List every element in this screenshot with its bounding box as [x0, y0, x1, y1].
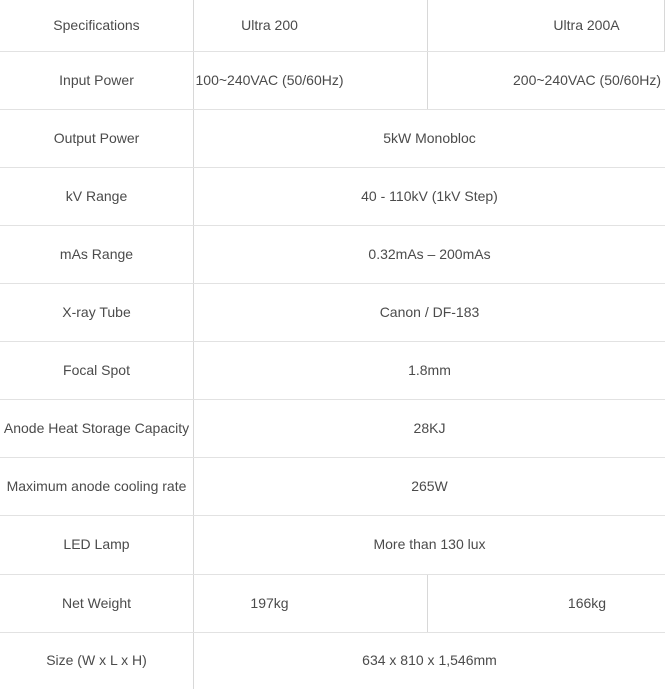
- table-row-kv-range: [0, 168, 665, 226]
- table-row-mas-range: [0, 226, 665, 284]
- spec-label: Maximum anode cooling rate: [0, 458, 194, 515]
- spec-value-shared: 28KJ: [413, 419, 446, 436]
- table-row-focal-spot: [0, 342, 665, 400]
- spec-label: Net Weight: [0, 575, 194, 632]
- table-row-led-lamp: [0, 516, 665, 575]
- spec-value-ultra200: 100~240VAC (50/60Hz): [194, 52, 428, 109]
- table-row-net-weight: [0, 575, 665, 633]
- spec-label: Focal Spot: [0, 342, 194, 399]
- spec-label: mAs Range: [0, 226, 194, 283]
- spec-label: Size (W x L x H): [0, 633, 194, 689]
- spec-label: Output Power: [0, 110, 194, 167]
- table-row-anode-cooling-rate: [0, 458, 665, 516]
- table-row-input-power: [0, 52, 665, 110]
- spec-value-shared: 634 x 810 x 1,546mm: [362, 652, 497, 669]
- table-row-xray-tube: [0, 284, 665, 342]
- header-model-ultra200: Ultra 200: [194, 0, 428, 51]
- spec-value-ultra200: 197kg: [194, 575, 428, 632]
- spec-label: LED Lamp: [0, 516, 194, 574]
- spec-value-ultra200a: 166kg: [567, 594, 607, 611]
- spec-label: X-ray Tube: [0, 284, 194, 341]
- table-header-row: [0, 0, 665, 52]
- spec-value-shared: 40 - 110kV (1kV Step): [361, 187, 498, 204]
- spec-label: kV Range: [0, 168, 194, 225]
- spec-value-shared: 0.32mAs – 200mAs: [368, 245, 491, 262]
- spec-value-shared: More than 130 lux: [373, 536, 486, 553]
- spec-label: Anode Heat Storage Capacity: [0, 400, 194, 457]
- table-row-size: [0, 633, 665, 689]
- header-model-ultra200a: Ultra 200A: [428, 0, 665, 51]
- spec-value-shared: 265W: [411, 477, 448, 494]
- spec-value-ultra200a: 200~240VAC (50/60Hz): [513, 71, 661, 88]
- spec-value-shared: Canon / DF-183: [379, 303, 480, 320]
- spec-value-shared: 5kW Monobloc: [383, 129, 476, 146]
- table-row-anode-heat-storage: [0, 400, 665, 458]
- table-row-output-power: [0, 110, 665, 168]
- header-specifications: Specifications: [0, 0, 194, 51]
- spec-value-shared: 1.8mm: [408, 361, 451, 378]
- spec-label: Input Power: [0, 52, 194, 109]
